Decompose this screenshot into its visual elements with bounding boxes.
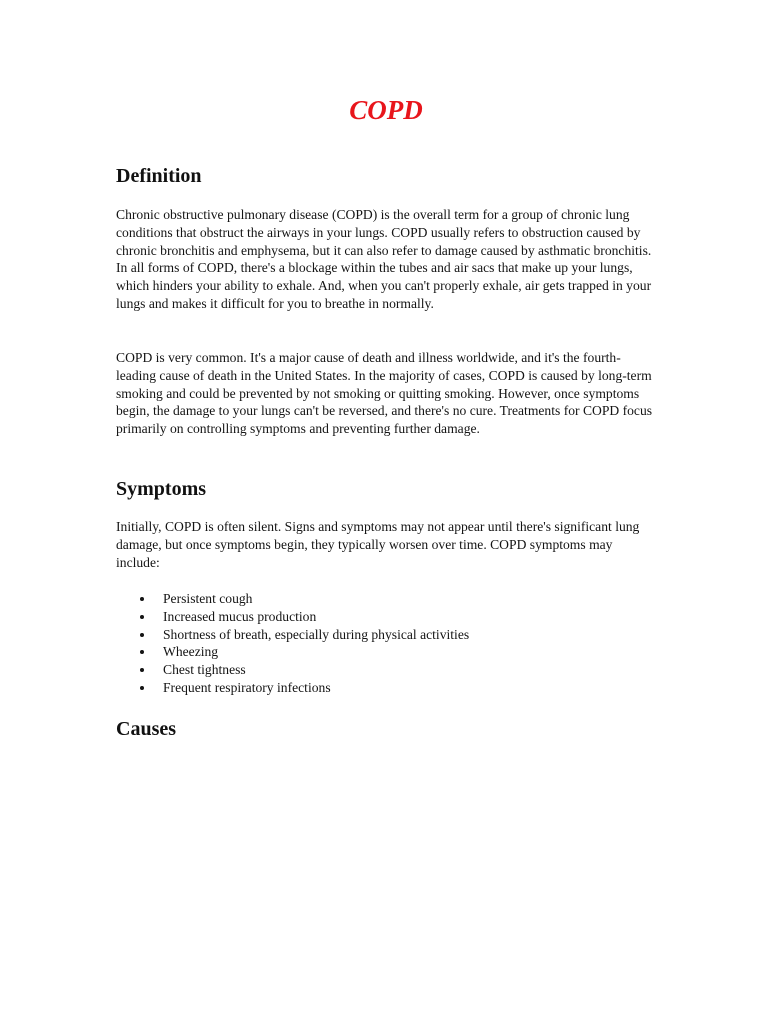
list-item-text: Frequent respiratory infections: [163, 679, 331, 695]
list-item-text: Persistent cough: [163, 591, 253, 606]
bullet-icon: [140, 597, 144, 601]
list-item: [116, 626, 656, 644]
list-item: [116, 643, 656, 661]
definition-paragraph-1: Chronic obstructive pulmonary disease (COPD) is the overall term for a group of chronic lung conditions that obstruct the airways in your lungs. COPD usually refers to obstruction caused by chronic bronchitis and emphysema, but it can also refer to damage caused by asthmatic bronchitis. In all forms of COPD, there's a blockage within the tubes and air sacs that make up your lungs, which hinders your ability to exhale. And, when you can't properly exhale, air gets trapped in your lungs and makes it difficult for you to breathe in normally.: [116, 207, 652, 311]
definition-heading: Definition: [116, 165, 202, 187]
bullet-icon: [140, 686, 144, 690]
document-title: COPD: [349, 95, 423, 125]
list-item: [116, 679, 656, 697]
list-item: [116, 661, 656, 679]
symptoms-heading: Symptoms: [116, 478, 207, 500]
symptoms-list: [116, 590, 656, 697]
definition-paragraph-2: COPD is very common. It's a major cause of death and illness worldwide, and it's the fourth-leading cause of death in the United States. In the majority of cases, COPD is caused by long-term smoking and could be prevented by not smoking or quitting smoking. However, once symptoms begin, the damage to your lungs can't be reversed, and there's no cure. Treatments for COPD focus primarily on controlling symptoms and preventing further damage.: [116, 350, 653, 437]
symptoms-intro: Initially, COPD is often silent. Signs and symptoms may not appear until there's significant lung damage, but once symptoms begin, they typically worsen over time. COPD symptoms may include:: [116, 519, 640, 570]
bullet-icon: [140, 633, 144, 637]
list-item-text: Wheezing: [163, 644, 219, 660]
bullet-icon: [140, 615, 144, 619]
causes-heading: Causes: [116, 718, 177, 740]
bullet-icon: [140, 668, 144, 672]
bullet-icon: [140, 650, 144, 654]
list-item-text: Increased mucus production: [163, 608, 317, 624]
list-item-text: Chest tightness: [163, 662, 246, 678]
list-item: [116, 608, 656, 626]
list-item: [116, 590, 656, 608]
list-item-text: Shortness of breath, especially during physical activities: [163, 626, 470, 642]
